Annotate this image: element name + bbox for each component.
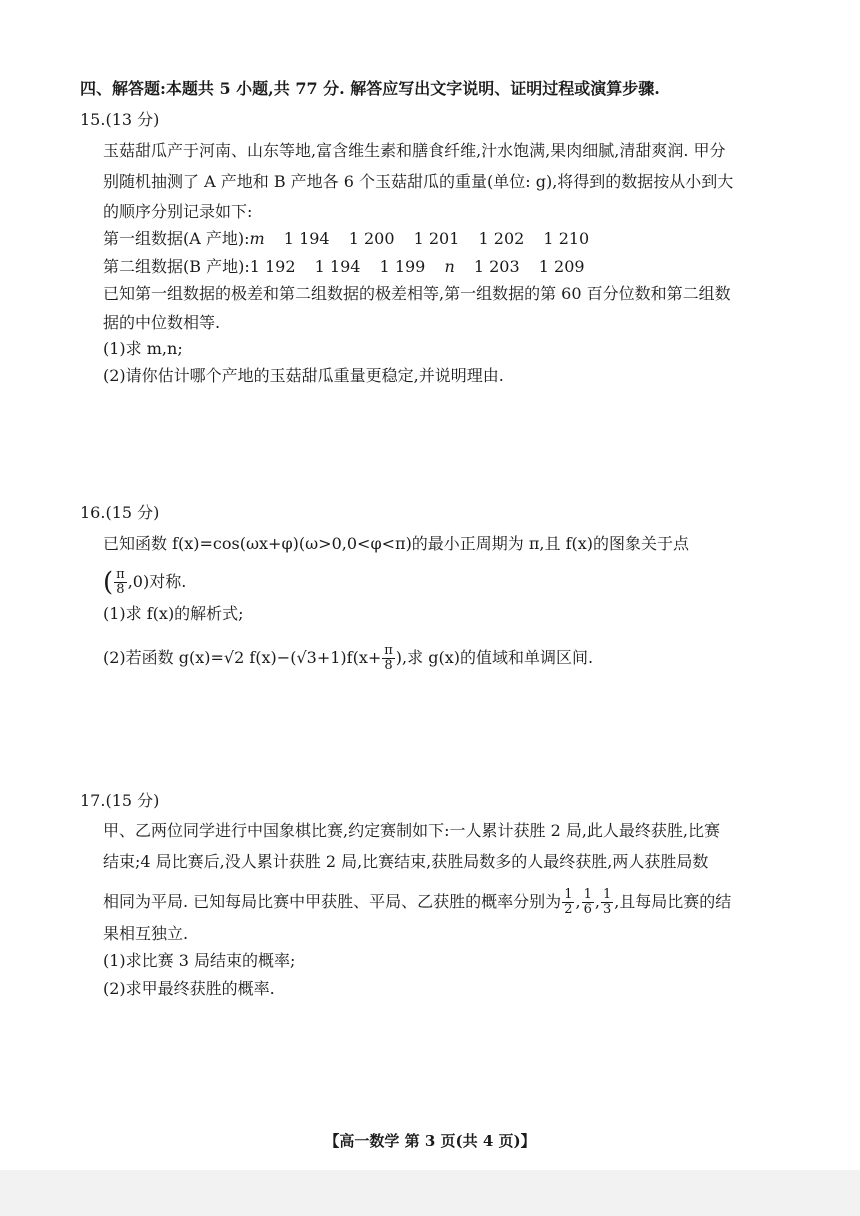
group1-variable: m [249, 229, 265, 248]
fraction: $\frac{1}{3}$ [602, 887, 612, 917]
q16-paragraph-line-1: 已知函数 f(x)=cos(ωx+φ)(ω>0,0<φ<π)的最小正周期为 π,且 f(x)的图象关于点 [103, 534, 690, 553]
q17-paragraph-line-4: 果相互独立. [103, 924, 189, 943]
q17-paragraph-line-2: 结束;4 局比赛后,没人累计获胜 2 局,比赛结束,获胜局数多的人最终获胜,两人获胜局数 [103, 852, 709, 871]
group1-value: 1 210 [543, 229, 590, 248]
group1-label: 第一组数据(A 产地): [103, 229, 250, 248]
section-heading: 四、解答题:本题共 5 小题,共 77 分. 解答应写出文字说明、证明过程或演算步骤. [80, 79, 660, 98]
q17-paragraph-line-3: 相同为平局. 已知每局比赛中甲获胜、平局、乙获胜的概率分别为 $\frac{1}{2}$ , $\frac{1}{6}$ , $\frac{1}{3}$ ,且每局比赛的结 [103, 887, 732, 917]
group2-value: 1 199 [379, 257, 426, 276]
q17-number: 17.(15 分) [80, 791, 160, 810]
q16-subquestion-1: (1)求 f(x)的解析式; [103, 604, 244, 623]
fraction: $\frac{\pi}{8}$ [116, 567, 125, 597]
q17-paragraph-line-1: 甲、乙两位同学进行中国象棋比赛,约定赛制如下:一人累计获胜 2 局,此人最终获胜,比赛 [103, 821, 721, 840]
q16-number: 16.(15 分) [80, 503, 160, 522]
q17-subquestion-1: (1)求比赛 3 局结束的概率; [103, 951, 296, 970]
group2-value: 1 192 [249, 257, 296, 276]
group2-value: 1 194 [314, 257, 361, 276]
group2-label: 第二组数据(B 产地): [103, 257, 250, 276]
q15-group1-data [103, 228, 589, 250]
q16-subquestion-2: (2)若函数 g(x)=√2 f(x)−(√3+1)f(x+ $\frac{\pi}{8}$ ),求 g(x)的值域和单调区间. [103, 643, 594, 673]
q15-paragraph-line-1: 玉菇甜瓜产于河南、山东等地,富含维生素和膳食纤维,汁水饱满,果肉细腻,清甜爽润. 甲分 [103, 141, 726, 160]
q15-paragraph-line-5: 据的中位数相等. [103, 313, 221, 332]
q17-subquestion-2: (2)求甲最终获胜的概率. [103, 979, 275, 998]
scan-bottom-band [0, 1170, 860, 1216]
fraction: $\frac{\pi}{8}$ [384, 643, 393, 673]
q15-paragraph-line-4: 已知第一组数据的极差和第二组数据的极差相等,第一组数据的第 60 百分位数和第二组数 [103, 284, 731, 303]
group2-value: 1 203 [473, 257, 520, 276]
group1-value: 1 201 [413, 229, 460, 248]
fraction: $\frac{1}{2}$ [564, 887, 573, 917]
fraction: $\frac{1}{6}$ [583, 887, 592, 917]
page-footer: 【高一数学 第 3 页(共 4 页)】 [324, 1132, 536, 1150]
group1-value: 1 200 [348, 229, 395, 248]
group2-variable: n [444, 257, 455, 276]
group1-value: 1 202 [478, 229, 525, 248]
q15-subquestion-1: (1)求 m,n; [103, 339, 183, 358]
q15-subquestion-2: (2)请你估计哪个产地的玉菇甜瓜重量更稳定,并说明理由. [103, 366, 504, 385]
q15-paragraph-line-2: 别随机抽测了 A 产地和 B 产地各 6 个玉菇甜瓜的重量(单位: g),将得到的数据按从小到大 [103, 172, 734, 191]
q15-number: 15.(13 分) [80, 110, 160, 129]
q15-paragraph-line-3: 的顺序分别记录如下: [103, 202, 253, 221]
q15-group2-data [103, 256, 585, 278]
q16-paragraph-line-2: ( $\frac{\pi}{8}$ ,0)对称. [103, 567, 187, 598]
group2-value: 1 209 [538, 257, 585, 276]
group1-value: 1 194 [283, 229, 330, 248]
